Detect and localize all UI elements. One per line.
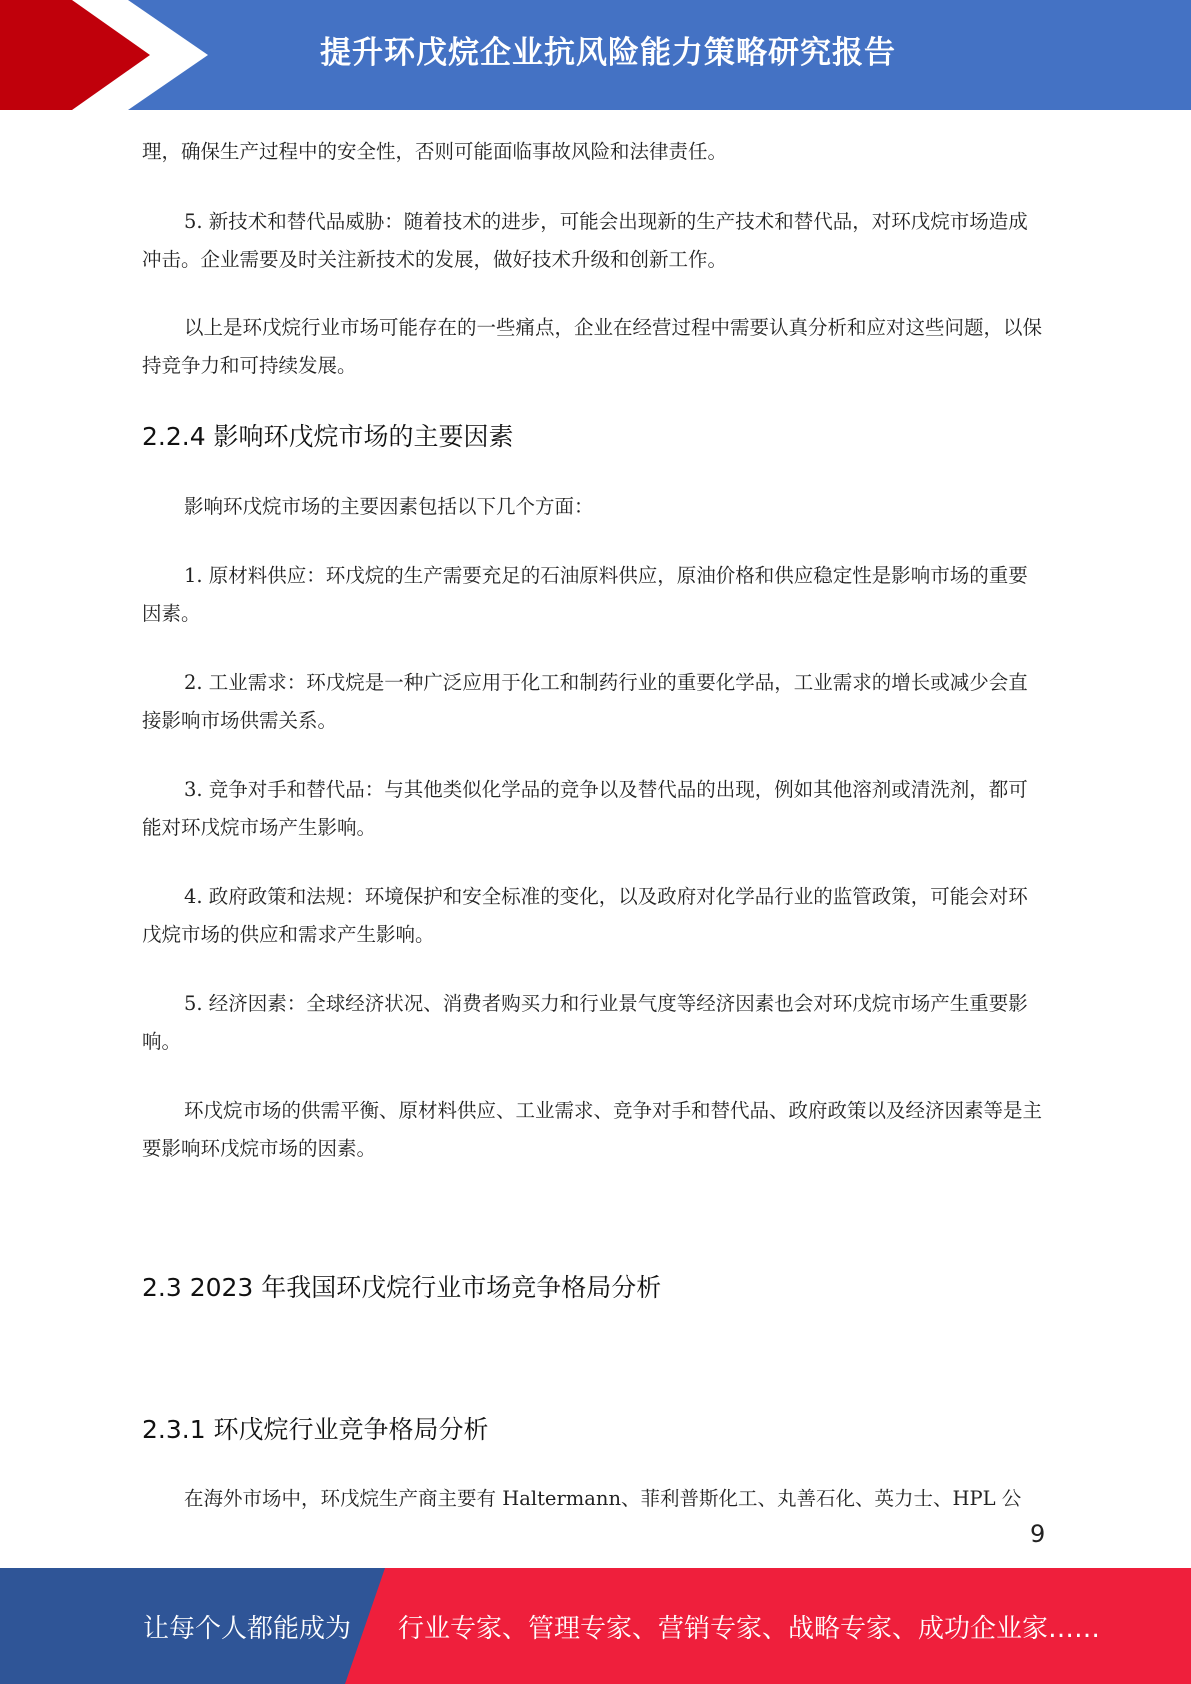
section-heading: 2.3.1 环戊烷行业竞争格局分析 — [142, 1415, 489, 1444]
paragraph: 1. 原材料供应：环戊烷的生产需要充足的石油原料供应，原油价格和供应稳定性是影响市场的重要因素。 — [142, 564, 1028, 625]
paragraph: 理，确保生产过程中的安全性，否则可能面临事故风险和法律责任。 — [142, 140, 728, 163]
paragraph: 环戊烷市场的供需平衡、原材料供应、工业需求、竞争对手和替代品、政府政策以及经济因素等是主要影响环戊烷市场的因素。 — [142, 1099, 1043, 1160]
footer-slogan-left: 让每个人都能成为 — [143, 1614, 352, 1644]
paragraph: 5. 新技术和替代品威胁：随着技术的进步，可能会出现新的生产技术和替代品，对环戊烷市场造成冲击。企业需要及时关注新技术的发展，做好技术升级和创新工作。 — [142, 210, 1028, 271]
page-number: 9 — [1030, 1520, 1046, 1548]
paragraph: 影响环戊烷市场的主要因素包括以下几个方面： — [184, 495, 594, 518]
paragraph: 4. 政府政策和法规：环境保护和安全标准的变化，以及政府对化学品行业的监管政策，可能会对环戊烷市场的供应和需求产生影响。 — [142, 885, 1028, 946]
section-heading: 2.3 2023 年我国环戊烷行业市场竞争格局分析 — [142, 1273, 662, 1302]
report-title: 提升环戊烷企业抗风险能力策略研究报告 — [320, 35, 896, 71]
paragraph: 以上是环戊烷行业市场可能存在的一些痛点，企业在经营过程中需要认真分析和应对这些问题，以保持竞争力和可持续发展。 — [142, 316, 1043, 377]
section-heading: 2.2.4 影响环戊烷市场的主要因素 — [142, 422, 514, 451]
header-banner — [0, 0, 1191, 110]
paragraph: 3. 竞争对手和替代品：与其他类似化学品的竞争以及替代品的出现，例如其他溶剂或清洗剂，都可能对环戊烷市场产生影响。 — [142, 778, 1028, 839]
paragraph: 5. 经济因素：全球经济状况、消费者购买力和行业景气度等经济因素也会对环戊烷市场产生重要影响。 — [142, 992, 1028, 1053]
paragraph: 在海外市场中，环戊烷生产商主要有 Haltermann、菲利普斯化工、丸善石化、英力士、HPL 公 — [184, 1487, 1022, 1510]
paragraph: 2. 工业需求：环戊烷是一种广泛应用于化工和制药行业的重要化学品，工业需求的增长或减少会直接影响市场供需关系。 — [142, 671, 1028, 732]
footer-banner — [0, 1568, 1191, 1684]
footer-slogan-right: 行业专家、管理专家、营销专家、战略专家、成功企业家…… — [398, 1614, 1101, 1644]
